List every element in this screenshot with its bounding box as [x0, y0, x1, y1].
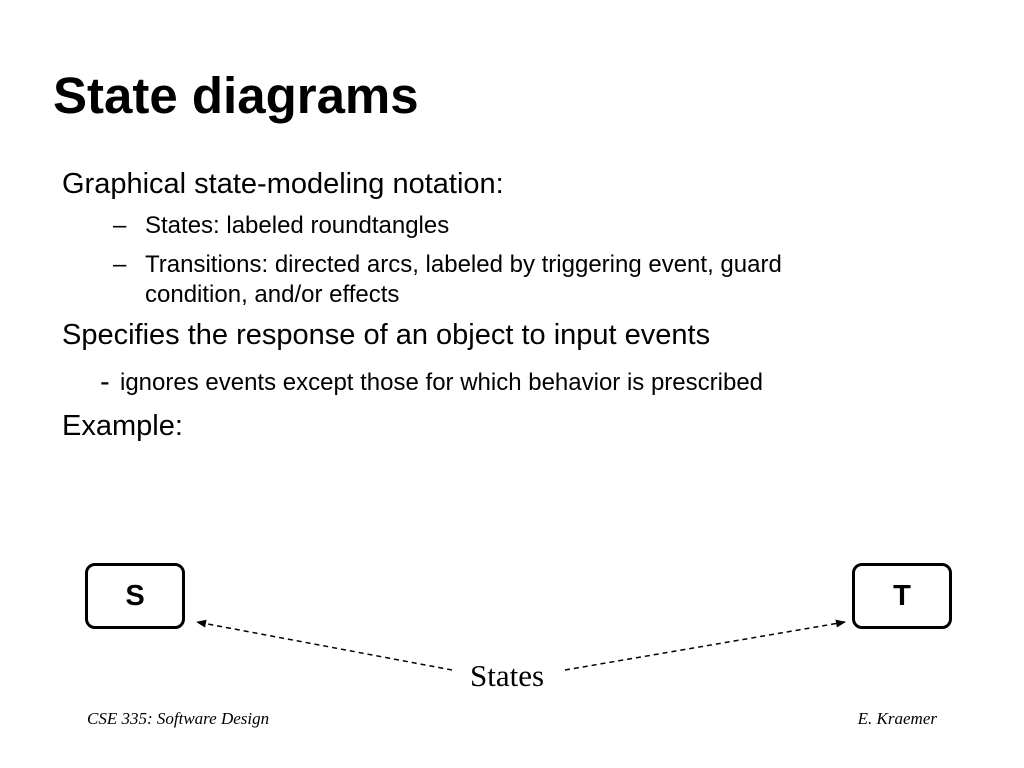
note-dash: - [100, 366, 110, 398]
note-ignores-events: ignores events except those for which behavior is prescribed [120, 369, 764, 396]
bullet-notation: Graphical state-modeling notation: [62, 168, 504, 200]
sub-bullet-dash: – [113, 212, 127, 239]
slide-title: State diagrams [53, 67, 419, 124]
bullet-example: Example: [62, 410, 183, 442]
arrow-to-t [565, 622, 845, 670]
state-t-box [852, 563, 952, 629]
footer-course: CSE 335: Software Design [87, 709, 270, 728]
state-s-box [85, 563, 185, 629]
state-s-label: S [125, 579, 145, 612]
bullet-response: Specifies the response of an object to input events [62, 319, 711, 351]
footer-author: E. Kraemer [857, 709, 937, 728]
arrow-to-s [197, 622, 452, 670]
sub-bullet-dash: – [113, 251, 127, 278]
sub-bullet-transitions: Transitions: directed arcs, labeled by triggering event, guard [145, 251, 782, 278]
sub-bullet-transitions-continuation: condition, and/or effects [145, 281, 400, 308]
sub-bullet-states: States: labeled roundtangles [145, 212, 450, 239]
states-label: States [470, 658, 545, 693]
state-t-label: T [893, 579, 911, 612]
